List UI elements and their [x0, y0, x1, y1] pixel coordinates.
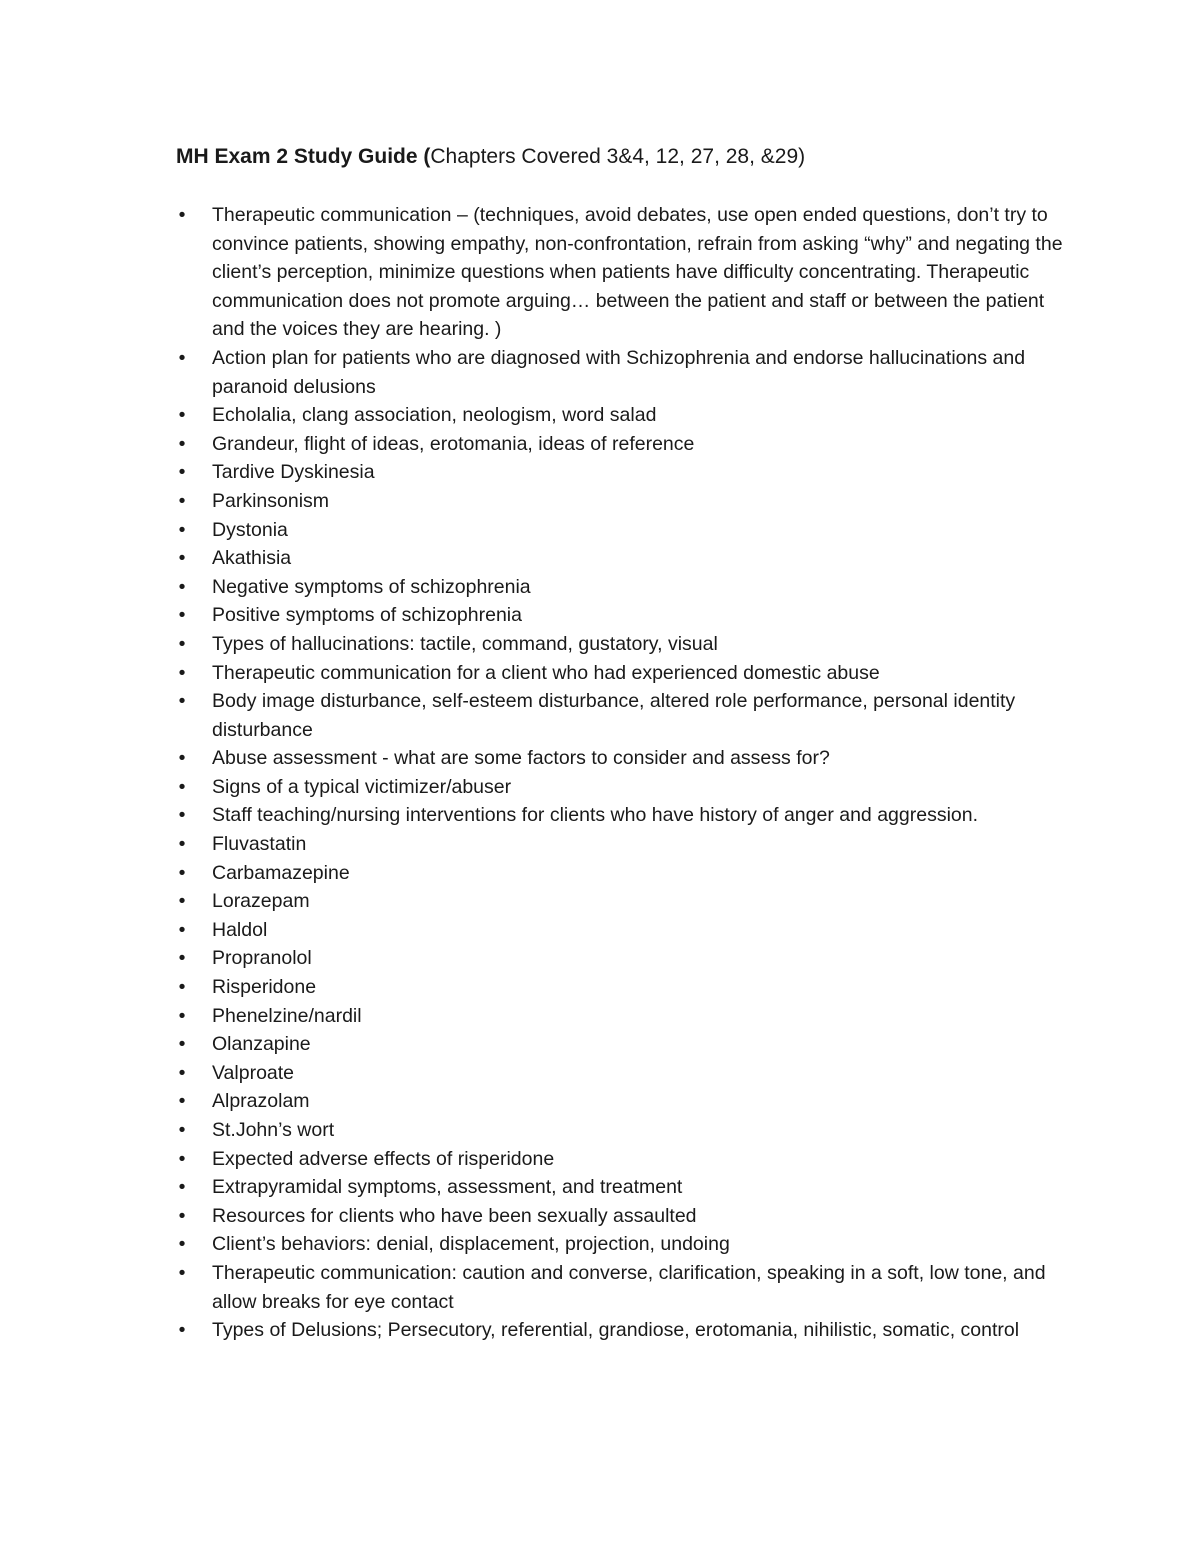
bullet-icon: • — [178, 1004, 186, 1027]
list-item — [176, 1087, 1076, 1116]
list-item — [176, 944, 1076, 973]
bullet-icon: • — [178, 404, 186, 427]
list-item — [176, 1030, 1076, 1059]
list-item-text: St.John’s wort — [212, 1119, 335, 1141]
list-item-text: Propranolol — [212, 947, 312, 970]
bullet-icon: • — [178, 976, 186, 999]
list-item-text: Types of hallucinations: tactile, command, gustatory, visual — [212, 632, 718, 655]
list-item — [176, 659, 1076, 688]
list-item-text: Parkinsonism — [212, 489, 330, 512]
list-item-text: Valproate — [212, 1061, 295, 1084]
bullet-icon: • — [178, 833, 186, 856]
list-item — [176, 1316, 1076, 1345]
bullet-icon: • — [178, 1033, 186, 1056]
title-chapters-text: Chapters Covered 3&4, 12, 27, 28, &29) — [430, 145, 806, 168]
list-item — [176, 1145, 1076, 1174]
list-item — [176, 344, 1076, 401]
bullet-icon: • — [178, 861, 186, 884]
list-item — [176, 916, 1076, 945]
list-item — [176, 1059, 1076, 1088]
list-item-text: Abuse assessment - what are some factors to consider and assess for? — [212, 747, 830, 770]
bullet-icon: • — [178, 518, 186, 541]
list-item-text: Therapeutic communication – (techniques, avoid debates, use open ended questions, don’t try to convince patients, showing empathy, non-confrontation, refrain from asking “why” and negating the client’s perception, minimize questions when patients have difficulty concentrating. Therapeutic communication does not promote arguing… between the patient and staff or between the patient and the voices they are hearing. ) — [212, 204, 1063, 341]
bullet-icon: • — [178, 432, 186, 455]
page-title — [176, 141, 805, 173]
list-item — [176, 458, 1076, 487]
list-item — [176, 859, 1076, 888]
list-item — [176, 544, 1076, 573]
bullet-icon: • — [178, 918, 186, 941]
list-item — [176, 430, 1076, 459]
list-item-text: Body image disturbance, self-esteem disturbance, altered role performance, personal identity disturbance — [212, 690, 1016, 741]
bullet-icon: • — [178, 547, 186, 570]
bullet-icon: • — [178, 461, 186, 484]
title-bold-text: MH Exam 2 Study Guide ( — [176, 145, 431, 168]
bullet-icon: • — [178, 747, 186, 770]
list-item-text: Resources for clients who have been sexually assaulted — [212, 1204, 697, 1227]
list-item — [176, 573, 1076, 602]
list-item — [176, 801, 1076, 830]
bullet-icon: • — [178, 947, 186, 970]
bullet-icon: • — [178, 1119, 186, 1141]
list-item — [176, 773, 1076, 802]
list-item-text: Therapeutic communication for a client who had experienced domestic abuse — [212, 661, 880, 684]
list-item-text: Positive symptoms of schizophrenia — [212, 604, 522, 627]
study-topic-list — [176, 201, 1076, 1345]
list-item — [176, 1002, 1076, 1031]
list-item-text: Therapeutic communication: caution and converse, clarification, speaking in a soft, low tone, and allow breaks for eye contact — [212, 1261, 1046, 1313]
bullet-icon: • — [178, 604, 186, 627]
list-item — [176, 830, 1076, 859]
list-item-text: Negative symptoms of schizophrenia — [212, 575, 531, 598]
bullet-icon: • — [178, 804, 186, 827]
list-item-text: Signs of a typical victimizer/abuser — [212, 775, 512, 798]
bullet-icon: • — [178, 890, 186, 913]
list-item — [176, 887, 1076, 916]
bullet-icon: • — [178, 1233, 186, 1256]
list-item-text: Types of Delusions; Persecutory, referential, grandiose, erotomania, nihilistic, somatic, control — [212, 1319, 1020, 1342]
list-item-text: Dystonia — [212, 518, 288, 541]
list-item-text: Grandeur, flight of ideas, erotomania, ideas of reference — [212, 432, 695, 455]
list-item-text: Extrapyramidal symptoms, assessment, and treatment — [212, 1176, 683, 1199]
bullet-icon: • — [178, 1147, 186, 1170]
list-item-text: Tardive Dyskinesia — [212, 461, 375, 484]
bullet-icon: • — [178, 632, 186, 655]
list-item-text: Akathisia — [212, 547, 292, 570]
list-item-text: Echolalia, clang association, neologism, word salad — [212, 404, 657, 427]
list-item-text: Phenelzine/nardil — [212, 1004, 362, 1027]
bullet-icon: • — [178, 1061, 186, 1084]
list-item-text: Client’s behaviors: denial, displacement, projection, undoing — [212, 1233, 730, 1256]
list-item-text: Fluvastatin — [212, 833, 307, 856]
list-item-text: Action plan for patients who are diagnosed with Schizophrenia and endorse hallucinations and paranoid delusions — [212, 346, 1026, 398]
bullet-icon: • — [178, 1090, 186, 1113]
list-item-text: Lorazepam — [212, 890, 310, 913]
list-item — [176, 1202, 1076, 1231]
list-item — [176, 630, 1076, 659]
list-item-text: Haldol — [212, 918, 268, 941]
list-item — [176, 487, 1076, 516]
list-item — [176, 201, 1076, 344]
list-item-text: Olanzapine — [212, 1033, 311, 1056]
bullet-icon: • — [178, 204, 186, 226]
list-item — [176, 687, 1076, 744]
list-item — [176, 1173, 1076, 1202]
list-item-text: Expected adverse effects of risperidone — [212, 1147, 555, 1170]
list-item — [176, 401, 1076, 430]
bullet-icon: • — [178, 1204, 186, 1227]
bullet-icon: • — [178, 575, 186, 598]
list-item — [176, 744, 1076, 773]
list-item — [176, 973, 1076, 1002]
bullet-icon: • — [178, 346, 186, 369]
list-item-text: Carbamazepine — [212, 861, 350, 884]
bullet-icon: • — [178, 1176, 186, 1199]
bullet-icon: • — [178, 661, 186, 684]
list-item — [176, 1116, 1076, 1145]
list-item — [176, 1259, 1076, 1316]
list-item — [176, 516, 1076, 545]
bullet-icon: • — [178, 489, 186, 512]
list-item-text: Staff teaching/nursing interventions for clients who have history of anger and aggression. — [212, 804, 979, 827]
list-item — [176, 1230, 1076, 1259]
list-item-text: Alprazolam — [212, 1090, 310, 1113]
list-item — [176, 601, 1076, 630]
bullet-icon: • — [178, 1261, 186, 1284]
bullet-icon: • — [178, 690, 186, 713]
list-item-text: Risperidone — [212, 976, 317, 999]
bullet-icon: • — [178, 775, 186, 798]
bullet-icon: • — [178, 1319, 186, 1342]
